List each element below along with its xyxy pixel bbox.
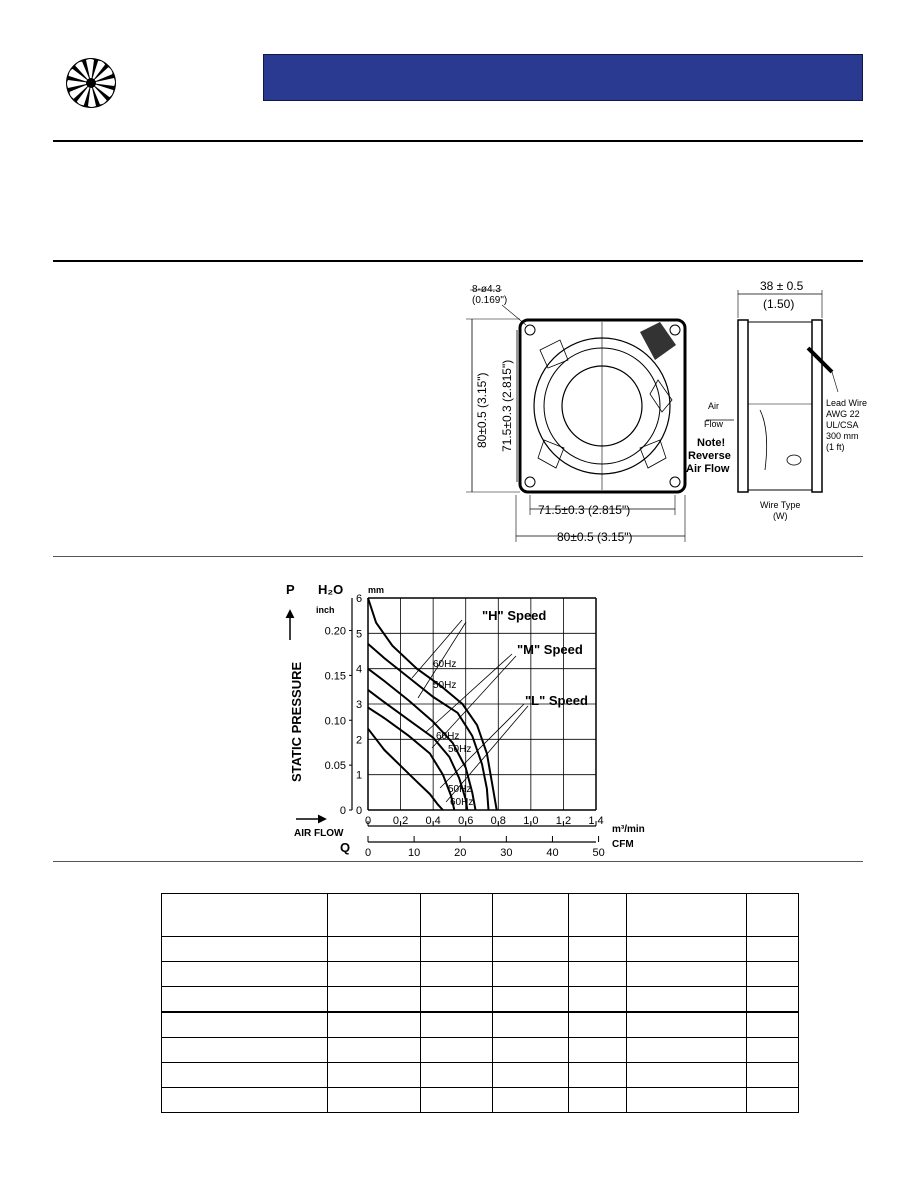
table-cell — [493, 1088, 569, 1113]
table-cell — [421, 937, 493, 962]
table-cell — [627, 1038, 747, 1063]
section-divider — [53, 140, 863, 142]
table-cell — [747, 894, 799, 937]
table-cell — [493, 1038, 569, 1063]
x-tick-m3: 1.0 — [523, 815, 539, 827]
reverse-label: Reverse — [688, 450, 731, 462]
table-cell — [421, 894, 493, 937]
table-cell — [421, 1088, 493, 1113]
table-cell — [328, 937, 421, 962]
y-tick-mm: 4 — [356, 663, 363, 676]
cfm-unit-label: CFM — [612, 839, 634, 850]
y-tick-inch: 0.05 — [324, 760, 346, 773]
y-tick-mm: 5 — [356, 628, 363, 641]
hole-spec-inch-label: (0.169") — [472, 295, 508, 306]
table-cell — [569, 1088, 627, 1113]
table-cell — [627, 894, 747, 937]
y-tick-mm: 6 — [356, 593, 363, 605]
table-row — [162, 962, 799, 987]
wire-type-code-label: (W) — [773, 511, 788, 521]
pressure-symbol: P — [286, 582, 295, 597]
table-cell — [421, 1012, 493, 1038]
table-cell — [162, 1038, 328, 1063]
depth-label: 38 ± 0.5 — [760, 279, 804, 293]
y-tick-mm: 3 — [356, 699, 363, 711]
y-tick-mm: 2 — [356, 734, 363, 747]
m3-unit-label: m³/min — [612, 824, 645, 835]
section-divider — [53, 861, 863, 862]
table-cell — [162, 987, 328, 1013]
table-cell — [421, 987, 493, 1013]
x-tick-m3: 1.4 — [588, 815, 604, 827]
table-cell — [747, 1088, 799, 1113]
table-cell — [569, 987, 627, 1013]
table-cell — [493, 962, 569, 987]
table-cell — [493, 1012, 569, 1038]
table-cell — [162, 937, 328, 962]
x-tick-cfm: 50 — [592, 847, 605, 859]
lead-wire-label: Lead Wire — [826, 398, 868, 408]
section-divider — [53, 556, 863, 557]
header-banner — [263, 54, 863, 101]
inch-label: inch — [316, 605, 335, 615]
dimension-drawing — [440, 276, 868, 550]
table-cell — [328, 987, 421, 1013]
table-cell — [493, 1063, 569, 1088]
table-cell — [162, 1063, 328, 1088]
l-50hz-label: 50Hz — [448, 784, 472, 795]
h-60hz-label: 60Hz — [433, 659, 457, 670]
width-outer-label: 80±0.5 (3.15") — [557, 530, 633, 544]
table-cell — [421, 1063, 493, 1088]
x-axis-title: AIR FLOW — [294, 828, 344, 839]
y-tick-mm: 0 — [356, 805, 363, 817]
series-line — [368, 729, 443, 810]
y-tick-inch: 0.20 — [324, 625, 346, 638]
air-label: Air — [708, 401, 719, 411]
table-cell — [627, 937, 747, 962]
x-tick-m3: 1.2 — [555, 815, 572, 827]
table-cell — [328, 894, 421, 937]
x-tick-cfm: 0 — [364, 847, 372, 859]
table-cell — [747, 1038, 799, 1063]
y-tick-mm: 1 — [356, 769, 363, 782]
table-cell — [747, 1012, 799, 1038]
height-inner-label: 71.5±0.3 (2.815") — [500, 359, 514, 452]
x-tick-m3: 0.2 — [392, 815, 409, 827]
table-cell — [627, 987, 747, 1013]
m-50hz-label: 50Hz — [448, 744, 472, 755]
x-tick-cfm: 20 — [454, 847, 467, 859]
depth-inch-label: (1.50) — [763, 297, 795, 311]
table-cell — [747, 1063, 799, 1088]
y-tick-inch: 0.10 — [324, 715, 346, 728]
wire-type-label: Wire Type — [760, 500, 801, 510]
width-inner-label: 71.5±0.3 (2.815") — [538, 503, 631, 517]
table-cell — [569, 962, 627, 987]
table-cell — [747, 937, 799, 962]
table-cell — [328, 1088, 421, 1113]
table-cell — [328, 1038, 421, 1063]
section-divider — [53, 260, 863, 262]
table-row — [162, 1063, 799, 1088]
table-row — [162, 937, 799, 962]
table-cell — [747, 962, 799, 987]
spec-table — [161, 893, 799, 1113]
table-row — [162, 1088, 799, 1113]
x-tick-cfm: 30 — [500, 847, 513, 859]
ul-csa-label: UL/CSA — [826, 420, 859, 430]
x-tick-cfm: 10 — [407, 847, 421, 859]
table-cell — [569, 1012, 627, 1038]
q-symbol: Q — [340, 840, 351, 855]
table-row — [162, 987, 799, 1013]
flow-label: Flow — [704, 419, 724, 429]
x-tick-m3: 0.6 — [458, 815, 474, 827]
x-tick-m3: 0.8 — [490, 815, 506, 827]
table-cell — [493, 894, 569, 937]
y-tick-inch: 0 — [339, 805, 346, 817]
table-cell — [747, 987, 799, 1013]
table-cell — [627, 962, 747, 987]
table-cell — [569, 1038, 627, 1063]
l-60hz-label: 60Hz — [450, 797, 474, 808]
table-cell — [421, 962, 493, 987]
table-cell — [162, 1088, 328, 1113]
l-speed-label: "L" Speed — [525, 693, 588, 708]
y-axis-title: STATIC PRESSURE — [289, 661, 304, 782]
h-50hz-label: 50Hz — [433, 680, 457, 691]
table-cell — [627, 1012, 747, 1038]
table-cell — [328, 962, 421, 987]
wire-length-label: 300 mm — [826, 431, 859, 441]
airflow-note-label: Air Flow — [686, 463, 730, 475]
height-outer-label: 80±0.5 (3.15") — [475, 372, 489, 448]
h2o-label: H₂O — [318, 582, 344, 597]
awg-label: AWG 22 — [826, 409, 860, 419]
table-cell — [569, 894, 627, 937]
table-cell — [328, 1063, 421, 1088]
table-cell — [493, 987, 569, 1013]
table-cell — [162, 1012, 328, 1038]
table-cell — [162, 962, 328, 987]
table-cell — [421, 1038, 493, 1063]
mm-label: mm — [368, 585, 385, 595]
m-speed-label: "M" Speed — [517, 642, 583, 657]
table-cell — [627, 1088, 747, 1113]
x-tick-cfm: 40 — [546, 847, 559, 859]
h-speed-label: "H" Speed — [482, 608, 547, 623]
table-cell — [162, 894, 328, 937]
table-cell — [569, 1063, 627, 1088]
x-tick-m3: 0 — [364, 815, 372, 827]
table-cell — [328, 1012, 421, 1038]
table-row — [162, 1038, 799, 1063]
hole-spec-label: 8-ø4.3 — [472, 284, 501, 295]
note-label: Note! — [697, 437, 726, 449]
table-row — [162, 894, 799, 937]
fan-logo-icon — [64, 56, 118, 110]
y-tick-inch: 0.15 — [324, 670, 346, 683]
wire-length-ft-label: (1 ft) — [826, 442, 845, 452]
table-cell — [627, 1063, 747, 1088]
table-row — [162, 1012, 799, 1038]
x-tick-m3: 0.4 — [425, 815, 441, 827]
table-cell — [493, 937, 569, 962]
performance-chart — [280, 576, 670, 859]
table-cell — [569, 937, 627, 962]
m-60hz-label: 60Hz — [436, 731, 460, 742]
